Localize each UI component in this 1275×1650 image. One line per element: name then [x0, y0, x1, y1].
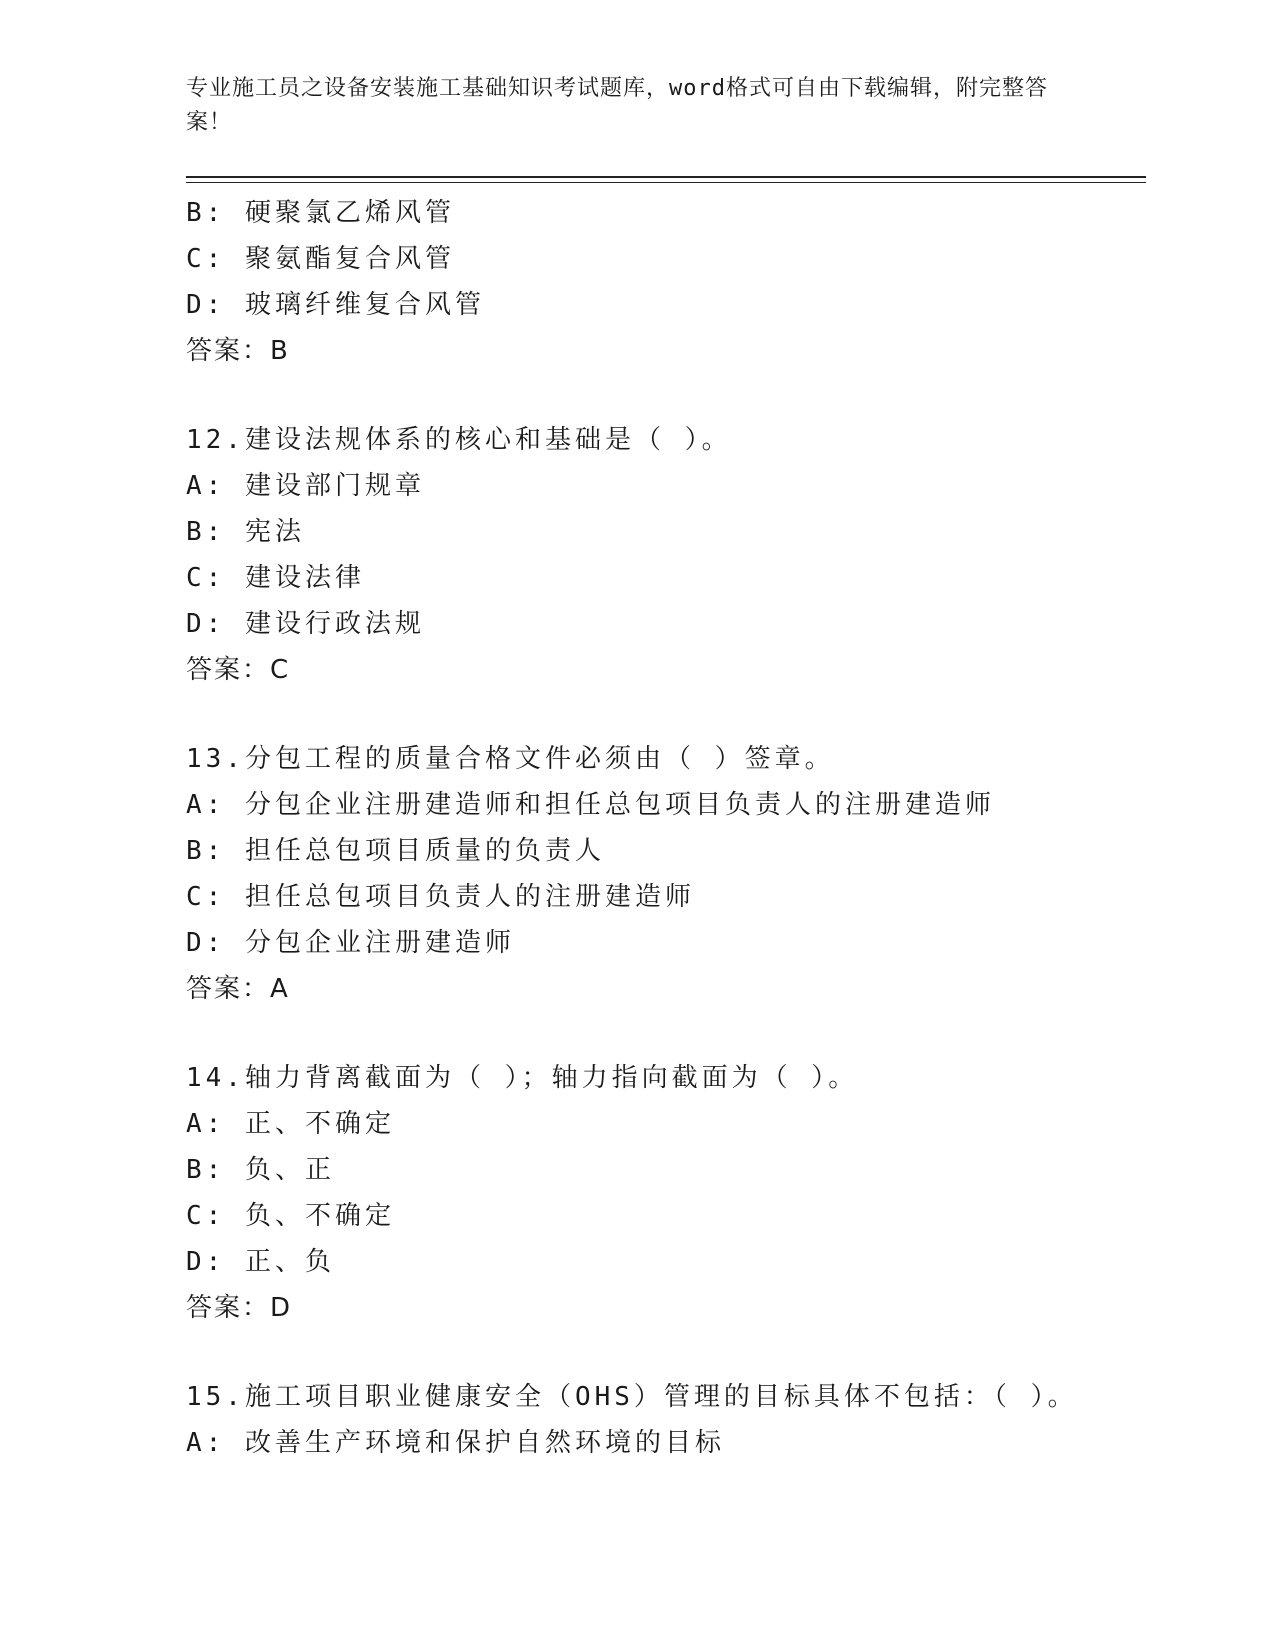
option-d: D: 正、负 [186, 1247, 335, 1277]
document-content [186, 190, 1146, 1466]
spacer [186, 1012, 1146, 1055]
question-block-14 [186, 1055, 1146, 1331]
option-b: B: 负、正 [186, 1155, 335, 1185]
question-block-13 [186, 736, 1146, 1012]
option-c: C: 负、不确定 [186, 1201, 395, 1231]
question-title: 15.施工项目职业健康安全（OHS）管理的目标具体不包括：（ ）。 [186, 1382, 1078, 1412]
spacer [186, 693, 1146, 736]
option-d: D: 建设行政法规 [186, 609, 425, 639]
option-a: A: 分包企业注册建造师和担任总包项目负责人的注册建造师 [186, 790, 995, 820]
spacer [186, 1331, 1146, 1374]
option-a: A: 改善生产环境和保护自然环境的目标 [186, 1428, 725, 1458]
document-header: 专业施工员之设备安装施工基础知识考试题库，word格式可自由下载编辑，附完整答案！ [186, 76, 1048, 135]
header-divider-thick [186, 176, 1146, 178]
option-d: D: 分包企业注册建造师 [186, 928, 515, 958]
question-title: 13.分包工程的质量合格文件必须由（ ）签章。 [186, 744, 835, 774]
answer-line: 答案：C [186, 655, 291, 685]
answer-line: 答案：A [186, 974, 290, 1004]
option-c: C: 担任总包项目负责人的注册建造师 [186, 882, 695, 912]
option-b: B: 宪法 [186, 517, 305, 547]
question-title: 14.轴力背离截面为（ ）；轴力指向截面为（ ）。 [186, 1063, 859, 1093]
answer-line: 答案：B [186, 336, 290, 366]
question-block-15 [186, 1374, 1146, 1466]
option-c: C: 建设法律 [186, 563, 365, 593]
question-block-11 [186, 190, 1146, 374]
option-b: B: 硬聚氯乙烯风管 [186, 198, 455, 228]
option-a: A: 正、不确定 [186, 1109, 395, 1139]
question-block-12 [186, 417, 1146, 693]
option-b: B: 担任总包项目质量的负责人 [186, 836, 605, 866]
option-c: C: 聚氨酯复合风管 [186, 244, 455, 274]
option-d: D: 玻璃纤维复合风管 [186, 290, 485, 320]
question-title: 12.建设法规体系的核心和基础是（ ）。 [186, 425, 732, 455]
spacer [186, 374, 1146, 417]
header-divider-thin [186, 182, 1146, 183]
option-a: A: 建设部门规章 [186, 471, 425, 501]
answer-line: 答案：D [186, 1293, 293, 1323]
